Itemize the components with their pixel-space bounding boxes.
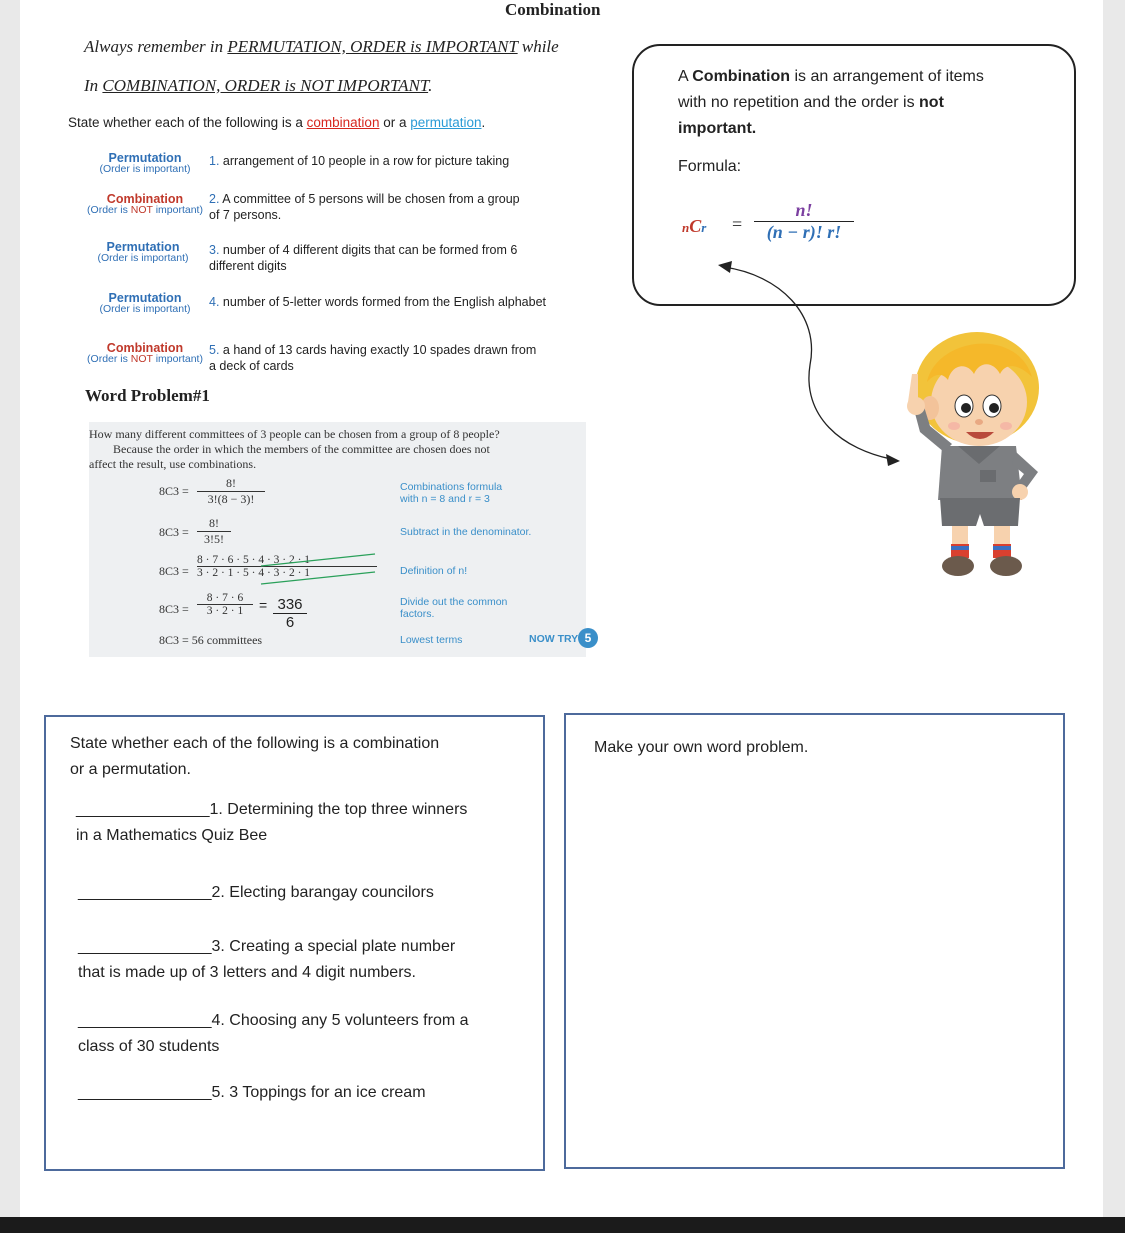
- step-3-den: 3 · 2 · 1 · 5 · 4 · 3 · 2 · 1: [197, 566, 377, 579]
- instruction-middle: or a: [379, 115, 411, 130]
- formula-lhs-c: C: [689, 216, 702, 236]
- step-1-note-1: Combinations formula: [400, 481, 503, 493]
- instruction-suffix: .: [481, 115, 486, 130]
- instruction-permutation: permutation: [410, 115, 482, 130]
- exercise-instruction-2: or a permutation.: [70, 761, 191, 778]
- step-4-note-2: factors.: [400, 608, 435, 620]
- reminder-line-1: [84, 37, 559, 57]
- item-4-label: Permutation: [108, 291, 182, 305]
- reminder-2-underlined: COMBINATION, ORDER is NOT IMPORTANT: [102, 76, 429, 95]
- step-4-fraction: [197, 592, 253, 617]
- item-1-num: 1.: [209, 154, 220, 168]
- step-2-num: 8!: [209, 516, 219, 530]
- strike-line-bottom: [261, 572, 375, 584]
- curved-arrow: [710, 255, 910, 470]
- bottom-bar: [0, 1217, 1125, 1233]
- exercise-box: [44, 715, 545, 1171]
- item-3-answer: [73, 242, 213, 264]
- item-5-sub-prefix: (Order is: [87, 353, 131, 365]
- step-1-fraction: [197, 476, 265, 507]
- reminder-line-2: [84, 76, 432, 96]
- item-2-sub-not: NOT: [130, 204, 153, 216]
- example-text: [89, 427, 586, 472]
- boy-illustration: [882, 322, 1052, 584]
- definition-text: [678, 64, 1058, 142]
- q4-text2: class of 30 students: [78, 1038, 220, 1055]
- item-1-text: arrangement of 10 people in a row for picture taking: [222, 154, 510, 168]
- item-5-sub: [75, 354, 215, 365]
- formula-label: Formula:: [678, 158, 742, 175]
- now-try-label: NOW TRY: [529, 633, 579, 645]
- q3-text2: that is made up of 3 letters and 4 digit numbers.: [78, 964, 416, 981]
- step-4-den: 3 · 2 · 1: [197, 604, 253, 617]
- q1-text2: in a Mathematics Quiz Bee: [76, 827, 268, 844]
- own-problem-text: Make your own word problem.: [594, 739, 809, 756]
- strike-lines: [259, 552, 379, 586]
- step-4-num: 8 · 7 · 6: [206, 592, 244, 604]
- step-5-note: [400, 634, 462, 646]
- item-3-text2: different digits: [209, 259, 287, 273]
- def-rest-2: with no repetition and the order is: [678, 94, 920, 111]
- now-try-icon[interactable]: 5: [578, 628, 598, 648]
- instruction: [68, 115, 485, 130]
- now-try: [529, 633, 578, 645]
- formula-fraction: [754, 200, 854, 243]
- formula-den: (n − r)! r!: [754, 221, 854, 243]
- reminder-1-prefix: Always remember in: [84, 37, 228, 56]
- exercise-question-1: [76, 797, 536, 849]
- step-2-lhs-text: 8C3 =: [159, 525, 189, 539]
- item-2-label: Combination: [106, 192, 184, 206]
- step-4-lhs: [159, 602, 189, 617]
- q2-text: 2. Electing barangay councilors: [211, 884, 434, 901]
- item-2-text: A committee of 5 persons will be chosen from a group: [222, 192, 520, 206]
- step-5-lhs-text: 8C3 = 56 committees: [159, 633, 263, 647]
- q1-text: 1. Determining the top three winners: [209, 801, 468, 818]
- exercise-question-5: [78, 1080, 538, 1106]
- item-4-text: number of 5-letter words formed from the English alphabet: [222, 295, 546, 309]
- def-bold-not: not: [919, 94, 944, 111]
- step-3-lhs-text: 8C3 =: [159, 564, 189, 578]
- example-line-1: How many different committees of 3 people can be chosen from a group of 8 people?: [89, 427, 500, 441]
- formula-lhs-n: n: [682, 220, 690, 235]
- strike-line-top: [261, 554, 375, 566]
- step-4-note: [400, 596, 507, 620]
- item-5: [209, 342, 536, 374]
- step-4-note-1: Divide out the common: [400, 596, 508, 608]
- reminder-2-suffix: .: [428, 76, 433, 95]
- item-3: [209, 242, 517, 274]
- step-1-lhs: [159, 484, 189, 499]
- step-5-lhs: [159, 633, 262, 648]
- def-bold-important: important.: [678, 120, 757, 137]
- step-1-num: 8!: [226, 476, 236, 490]
- q1-blank[interactable]: _______________: [76, 801, 210, 818]
- instruction-combination: combination: [306, 115, 380, 130]
- item-1-sub: (Order is important): [99, 163, 191, 175]
- step-2-den: 3!5!: [197, 531, 231, 547]
- item-5-text: a hand of 13 cards having exactly 10 spades drawn from: [222, 343, 537, 357]
- arrow-head-top: [718, 261, 732, 273]
- step-1-den: 3!(8 − 3)!: [197, 491, 265, 507]
- item-3-sub: (Order is important): [97, 252, 189, 264]
- step-2-lhs: [159, 525, 189, 540]
- exercise-question-3: [78, 934, 538, 986]
- formula-eq: =: [732, 214, 743, 234]
- reminder-2-prefix: In: [84, 76, 103, 95]
- item-2-sub-suffix: important): [152, 204, 203, 216]
- exercise-instruction: [70, 731, 530, 783]
- item-4-answer: [75, 293, 215, 315]
- def-rest-1: is an arrangement of items: [790, 68, 984, 85]
- step-3-num: 8 · 7 · 6 · 5 · 4 · 3 · 2 · 1: [197, 554, 311, 566]
- exercise-question-4: [78, 1008, 538, 1060]
- step-4-lhs-text: 8C3 =: [159, 602, 189, 616]
- worked-example: [89, 422, 592, 657]
- step-4-eq: =: [259, 597, 268, 613]
- word-problem-heading: Word Problem#1: [85, 386, 210, 405]
- item-4-num: 4.: [209, 295, 220, 309]
- item-2-answer: [75, 194, 215, 216]
- exercise-question-2: [78, 880, 538, 906]
- q3-text: 3. Creating a special plate number: [211, 938, 456, 955]
- def-bold-word: Combination: [692, 68, 790, 85]
- example-line-3: affect the result, use combinations.: [89, 457, 257, 471]
- step-2-fraction: [197, 516, 231, 547]
- item-4: [209, 294, 546, 310]
- q2-blank[interactable]: _______________: [78, 884, 212, 901]
- example-line-2: Because the order in which the members of the committee are chosen does not: [113, 442, 490, 456]
- q4-blank[interactable]: _______________: [78, 1012, 212, 1029]
- item-2-text2: of 7 persons.: [209, 208, 282, 222]
- own-problem-box[interactable]: [564, 713, 1065, 1169]
- q5-blank[interactable]: _______________: [78, 1084, 212, 1101]
- item-3-text: number of 4 different digits that can be formed from 6: [222, 243, 518, 257]
- page-title: Combination: [505, 0, 601, 19]
- instruction-prefix: State whether each of the following is a: [68, 115, 307, 130]
- item-2-num: 2.: [209, 192, 220, 206]
- formula-lhs: [682, 216, 706, 237]
- worksheet-page: [20, 0, 1103, 1217]
- q4-text: 4. Choosing any 5 volunteers from a: [211, 1012, 469, 1029]
- step-3-note-1: Definition of n!: [400, 565, 468, 577]
- item-5-num: 5.: [209, 343, 220, 357]
- item-2-sub: [75, 205, 215, 216]
- item-3-label: Permutation: [106, 240, 180, 254]
- item-5-answer: [75, 343, 215, 365]
- exercise-instruction-1: State whether each of the following is a combination: [70, 735, 440, 752]
- formula-num: n!: [795, 200, 813, 220]
- step-2-note: [400, 526, 531, 538]
- item-5-text2: a deck of cards: [209, 359, 294, 373]
- item-5-sub-not: NOT: [130, 353, 153, 365]
- def-prefix: A: [678, 68, 693, 85]
- q5-text: 5. 3 Toppings for an ice cream: [211, 1084, 426, 1101]
- item-2-sub-prefix: (Order is: [87, 204, 131, 216]
- item-1-label: Permutation: [108, 151, 182, 165]
- item-4-sub: (Order is important): [99, 303, 191, 315]
- item-2: [209, 191, 520, 223]
- step-1-lhs-text: 8C3 =: [159, 484, 189, 498]
- item-1-answer: [75, 153, 215, 175]
- step-4-result: [273, 596, 307, 631]
- step-4-result-den: 6: [285, 614, 295, 631]
- step-3-lhs: [159, 564, 189, 579]
- reminder-1-underlined: PERMUTATION, ORDER is IMPORTANT: [227, 37, 518, 56]
- item-5-label: Combination: [106, 341, 184, 355]
- formula-lhs-r: r: [701, 220, 707, 235]
- q3-blank[interactable]: _______________: [78, 938, 212, 955]
- step-5-note-1: Lowest terms: [400, 634, 463, 646]
- step-1-note-2: with n = 8 and r = 3: [400, 493, 490, 505]
- item-3-num: 3.: [209, 243, 220, 257]
- step-4-result-num: 336: [273, 596, 307, 614]
- item-5-sub-suffix: important): [152, 353, 203, 365]
- reminder-1-suffix: while: [517, 37, 559, 56]
- step-1-note: [400, 481, 502, 505]
- step-2-note-1: Subtract in the denominator.: [400, 526, 532, 538]
- item-1: [209, 153, 509, 169]
- step-3-note: [400, 565, 467, 577]
